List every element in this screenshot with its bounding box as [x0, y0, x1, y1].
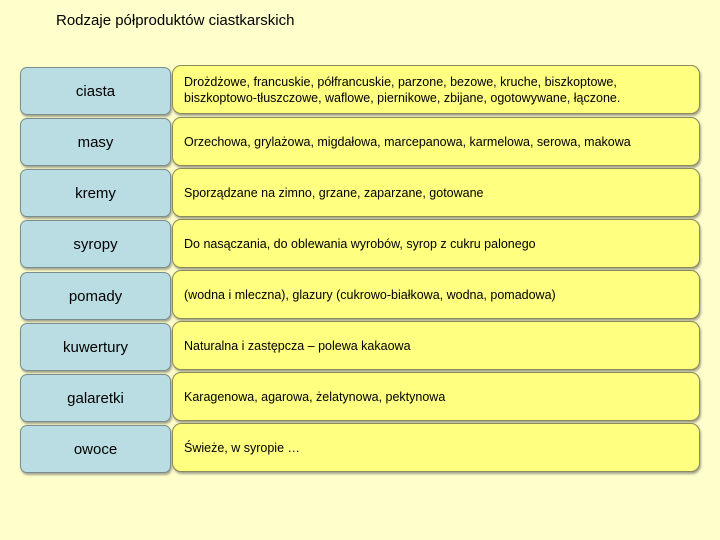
table-row — [0, 65, 720, 115]
description-cell: Orzechowa, grylażowa, migdałowa, marcepanowa, karmelowa, serowa, makowa — [172, 117, 700, 166]
description-cell: Karagenowa, agarowa, żelatynowa, pektynowa — [172, 372, 700, 421]
table-row — [0, 117, 720, 167]
description-cell: (wodna i mleczna), glazury (cukrowo-białkowa, wodna, pomadowa) — [172, 270, 700, 319]
description-cell: Świeże, w syropie … — [172, 423, 700, 472]
category-cell: galaretki — [20, 374, 171, 422]
table-row — [0, 423, 720, 473]
page-title: Rodzaje półproduktów ciastkarskich — [56, 12, 295, 29]
category-cell: pomady — [20, 272, 171, 320]
table-row — [0, 219, 720, 269]
table-row — [0, 372, 720, 422]
table-row — [0, 270, 720, 320]
table-row — [0, 321, 720, 371]
description-cell: Drożdżowe, francuskie, półfrancuskie, parzone, bezowe, kruche, biszkoptowe, biszkoptowo-tłuszczowe, waflowe, piernikowe, zbijane, ogotowywane, łączone. — [172, 65, 700, 114]
category-cell: kremy — [20, 169, 171, 217]
category-cell: ciasta — [20, 67, 171, 115]
description-cell: Sporządzane na zimno, grzane, zaparzane, gotowane — [172, 168, 700, 217]
category-cell: owoce — [20, 425, 171, 473]
category-cell: kuwertury — [20, 323, 171, 371]
table-row — [0, 168, 720, 218]
category-cell: syropy — [20, 220, 171, 268]
description-cell: Naturalna i zastępcza – polewa kakaowa — [172, 321, 700, 370]
category-cell: masy — [20, 118, 171, 166]
description-cell: Do nasączania, do oblewania wyrobów, syrop z cukru palonego — [172, 219, 700, 268]
